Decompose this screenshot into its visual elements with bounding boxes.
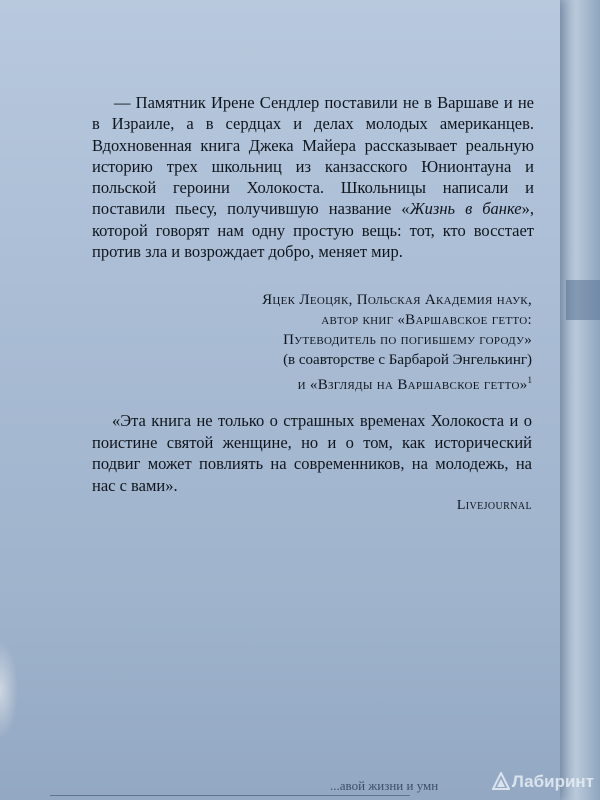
quote-paragraph — [92, 92, 534, 262]
quote-text-end: », которой говорят нам одну простую вещь: тот, кто восстает против зла и возрождает добро, меняет мир. — [92, 199, 534, 262]
show-through-text — [0, 560, 560, 800]
attribution-block — [200, 290, 532, 395]
attribution-line: (в соавторстве с Барбарой Энгелькинг) — [283, 352, 532, 368]
attribution-line: автор книг «Варшавское гетто: — [321, 312, 532, 328]
quote-irena-sendler — [92, 92, 534, 262]
play-title: Жизнь в банке — [409, 199, 522, 219]
labirint-watermark — [492, 772, 594, 792]
watermark-text: Лабиринт — [511, 772, 594, 791]
attribution-line: и «Взгляды на Варшавское гетто»$^1$ — [297, 375, 532, 393]
quote-paragraph: «Эта книга не только о страшных временах Холокоста и о поистине святой женщине, но и о том, как исторический подвиг может повлиять на современников, на молодежь, на нас с вами». — [92, 411, 532, 495]
attribution-line: Путеводитель по погибшему городу» — [283, 332, 532, 348]
quote-text: — Памятник Ирене Сендлер поставили не в Варшаве и не в Израиле, а в сердцах и делах молодых американцев. Вдохновенная книга Джека Майера рассказывает реальную историю трех школьниц из канзасского Юнионтауна и польской героини Холокоста. Школьницы написали и поставили пьесу, получившую название « — [92, 93, 534, 219]
footnote-marker: 1 — [527, 375, 532, 385]
quote-livejournal — [92, 410, 532, 496]
bottom-cropped-text: ...авой жизни и умн — [330, 778, 439, 793]
bottom-divider — [50, 795, 410, 796]
book-cover-stripe — [566, 280, 600, 320]
page-shadow — [0, 640, 18, 740]
attribution-line: Яцек Леоцяк, Польская Академия наук, — [262, 292, 532, 308]
labirint-logo-icon — [492, 772, 510, 790]
quote-source: Livejournal — [456, 498, 532, 513]
